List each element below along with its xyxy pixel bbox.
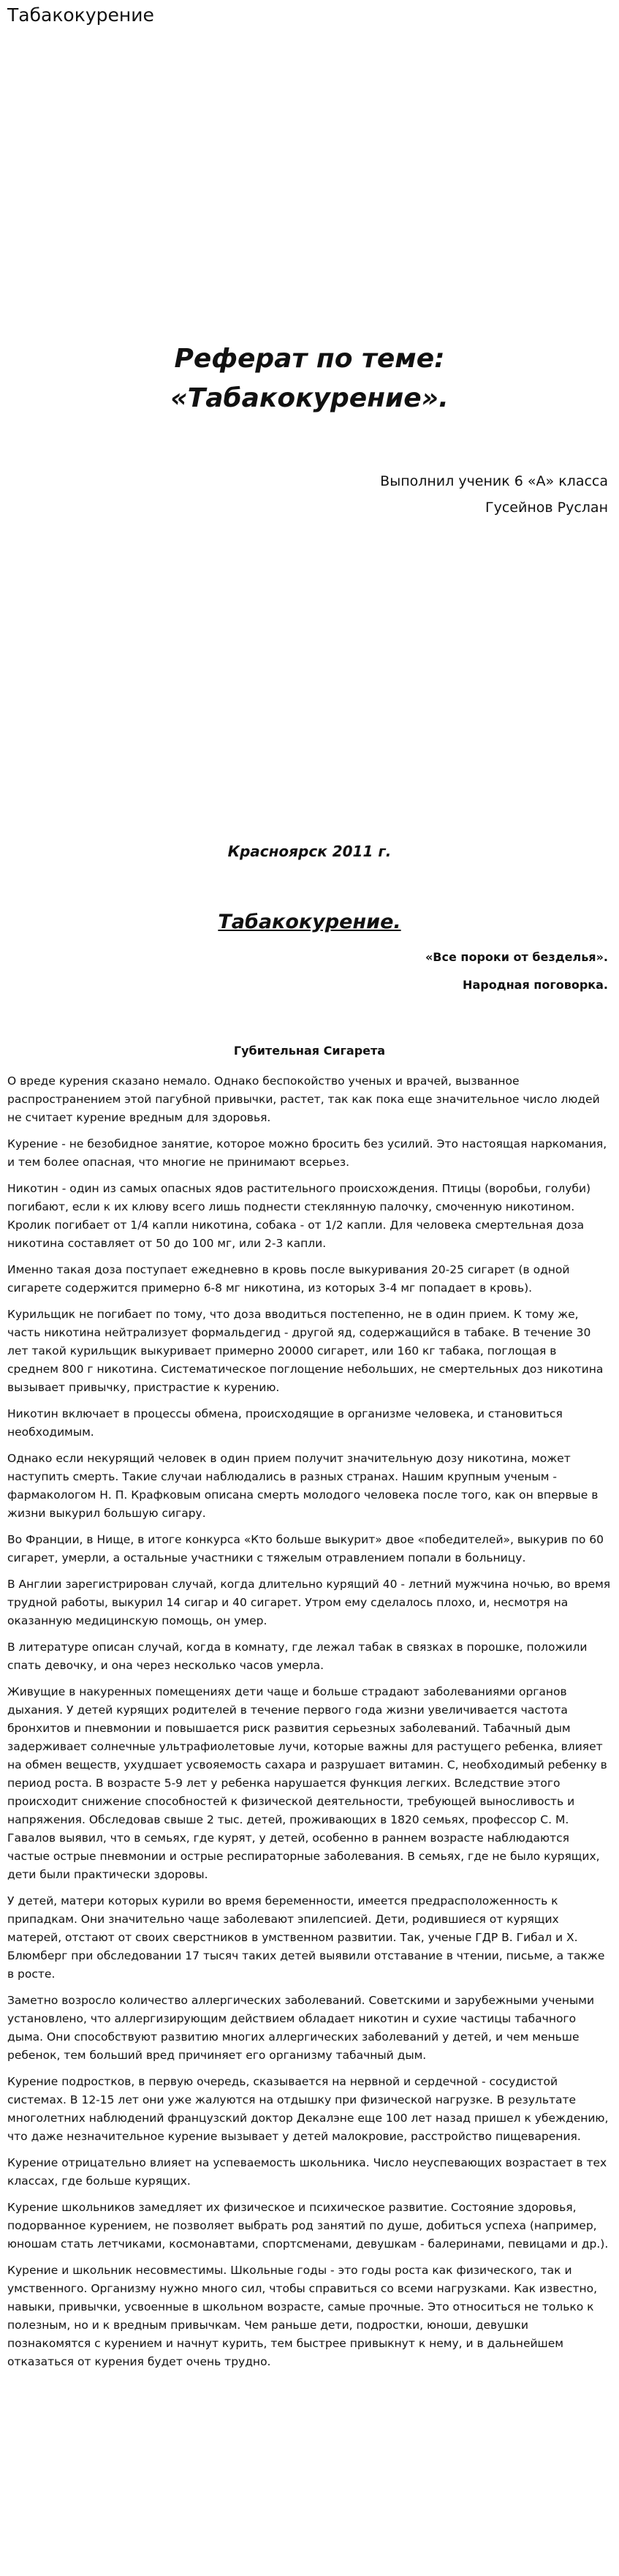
cover-heading-line2: «Табакокурение». [170,383,449,413]
paragraph: Курение отрицательно влияет на успеваемость школьника. Число неуспевающих возрастает в тех классах, где больше курящих. [7,2156,607,2188]
paragraph: Заметно возросло количество аллергических заболеваний. Советскими и зарубежными учеными установлено, что аллергизирующим действием обладает никотин и сухие частицы табачного дыма. Они способствуют развитию многих аллергических заболеваний у детей, и чем меньше ребенок, тем больший вред причиняет его организму табачный дым. [7,1994,595,2062]
section-title: Табакокурение. [218,911,401,933]
subtitle: Губительная Сигарета [233,1044,386,1058]
paragraph: Именно такая доза поступает ежедневно в кровь после выкуривания 20-25 сигарет (в одной сигарете содержится примерно 6-8 мг никотина, из которых 3-4 мг попадает в кровь). [7,1263,570,1295]
paragraph: В литературе описан случай, когда в комнату, где лежал табак в связках в порошке, положили спать девочку, и она через несколько часов умерла. [7,1641,588,1672]
epigraph-source: Народная поговорка. [463,978,608,992]
paragraph: У детей, матери которых курили во время беременности, имеется предрасположенность к припадкам. Они значительно чаще заболевают эпилепсией. Дети, родившиеся от курящих матерей, отстают от своих сверстников в умственном развитии. Так, ученые ГДР В. Гибал и Х. Блюмберг при обследовании 17 тысяч таких детей выявили отставание в чтении, письме, а также в росте. [7,1894,605,1981]
epigraph [425,944,608,999]
epigraph-quote: «Все пороки от безделья». [425,950,608,964]
paragraph: О вреде курения сказано немало. Однако беспокойство ученых и врачей, вызванное распространением этой пагубной привычки, растет, так как пока еще значительное число людей не считает курение вредным для здоровья. [7,1074,600,1124]
paragraph: Однако если некурящий человек в один прием получит значительную дозу никотина, может наступить смерть. Такие случаи наблюдались в разных странах. Нашим крупным ученым - фармакологом Н. П. Крафковым описана смерть молодого человека после того, как он впервые в жизни выкурил большую сигару. [7,1452,599,1520]
paragraph: Живущие в накуренных помещениях дети чаще и больше страдают заболеваниями органов дыхания. У детей курящих родителей в течение первого года жизни увеличивается частота бронхитов и пневмонии и повышается риск развития серьезных заболеваний. Табачный дым задерживает солнечные ультрафиолетовые лучи, которые важны для растущего ребенка, влияет на обмен веществ, ухудшает усвояемость сахара и разрушает витамин. С, необходимый ребенку в период роста. В возрасте 5-9 лет у ребенка нарушается функция легких. Вследствие этого происходит снижение способностей к физической деятельности, требующей выносливость и напряжения. Обследовав свыше 2 тыс. детей, проживающих в 1820 семьях, профессор С. М. Гавалов выявил, что в семьях, где курят, у детей, особенно в раннем возрасте наблюдаются частые острые пневмонии и острые респираторные заболевания. В семьях, где не было курящих, дети были практически здоровы. [7,1685,607,1881]
paragraph: Курение - не безобидное занятие, которое можно бросить без усилий. Это настоящая наркомания, и тем более опасная, что многие не принимают всерьез. [7,1137,607,1169]
city-year: Красноярск 2011 г. [227,843,392,860]
paragraph: Никотин - один из самых опасных ядов растительного происхождения. Птицы (воробьи, голуби) погибают, если к их клюву всего лишь поднести стеклянную палочку, смоченную никотином. Кролик погибает от 1/4 капли никотина, собака - от 1/2 капли. Для человека смертельная доза никотина составляет от 50 до 100 мг, или 2-3 капли. [7,1182,591,1250]
document-title: Табакокурение [7,4,154,26]
paragraph: Курение школьников замедляет их физическое и психическое развитие. Состояние здоровья, подорванное курением, не позволяет выбрать род занятий по душе, добиться успеха (например, юношам стать летчиками, космонавтами, спортсменами, девушкам - балеринами, певицами и др.). [7,2201,609,2251]
author-class-line: Выполнил ученик 6 «А» класса [380,473,608,489]
author-block [380,468,608,521]
body-text [7,1072,611,2379]
paragraph: Курение и школьник несовместимы. Школьные годы - это годы роста как физического, так и умственного. Организму нужно много сил, чтобы справиться со всеми нагрузками. Как известно, навыки, привычки, усвоенные в школьном возрасте, самые прочные. Это относиться не только к полезным, но и к вредным привычкам. Чем раньше дети, подростки, юноши, девушки познакомятся с курением и начнут курить, тем быстрее привыкнут к нему, и в дальнейшем отказаться от курения будет очень трудно. [7,2264,598,2368]
paragraph: В Англии зарегистрирован случай, когда длительно курящий 40 - летний мужчина ночью, во время трудной работы, выкурил 14 сигар и 40 сигарет. Утром ему сделалось плохо, и, несмотря на оказанную медицинскую помощь, он умер. [7,1578,611,1627]
paragraph: Во Франции, в Нище, в итоге конкурса «Кто больше выкурит» двое «победителей», выкурив по 60 сигарет, умерли, а остальные участники с тяжелым отравлением попали в больницу. [7,1533,604,1564]
author-name-line: Гусейнов Руслан [485,500,608,516]
cover-heading-line1: Реферат по теме: [174,344,445,374]
paragraph: Никотин включает в процессы обмена, происходящие в организме человека, и становиться необходимым. [7,1407,563,1439]
paragraph: Курильщик не погибает по тому, что доза вводиться постепенно, не в один прием. К тому же, часть никотина нейтрализует формальдегид - другой яд, содержащийся в табаке. В течение 30 лет такой курильщик выкуривает примерно 20000 сигарет, или 160 кг табака, поглощая в среднем 800 г никотина. Систематическое поглощение небольших, не смертельных доз никотина вызывает привычку, пристрастие к курению. [7,1308,604,1394]
paragraph: Курение подростков, в первую очередь, сказывается на нервной и сердечной - сосудистой системах. В 12-15 лет они уже жалуются на отдышку при физической нагрузке. В результате многолетних наблюдений французский доктор Декалэне еще 100 лет назад пришел к убеждению, что даже незначительное курение вызывает у детей малокровие, расстройство пищеварения. [7,2075,609,2143]
